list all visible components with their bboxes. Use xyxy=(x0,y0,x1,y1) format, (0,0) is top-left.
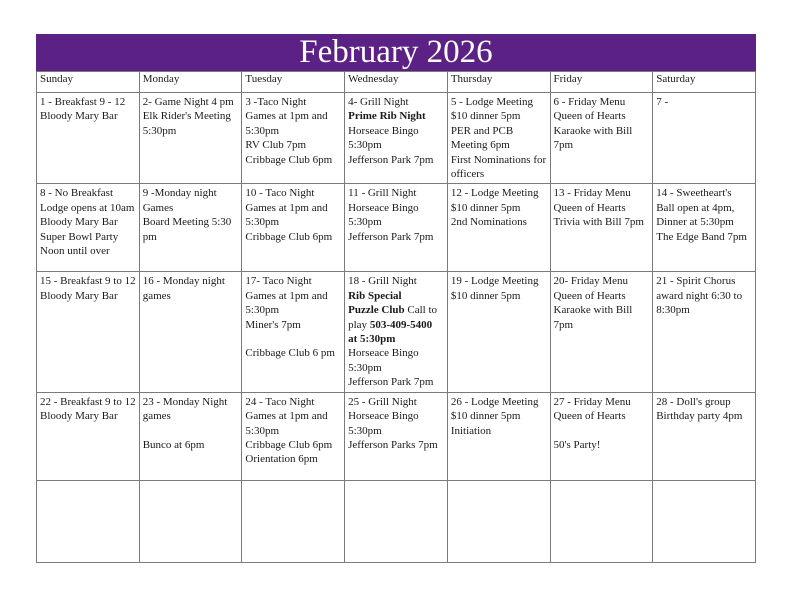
event-line: Rib Special xyxy=(348,289,402,302)
weekday-header: Friday xyxy=(550,72,653,93)
day-number-event: 19 - Lodge Meeting xyxy=(450,275,539,288)
event-line: Games at 1pm and 5:30pm xyxy=(245,289,328,317)
day-cell xyxy=(345,392,448,480)
day-cell xyxy=(139,272,242,392)
event-line: Bunco at 6pm xyxy=(142,438,205,451)
event-line: Horseace Bingo 5:30pm xyxy=(348,124,419,152)
day-cell xyxy=(550,480,653,562)
day-cell xyxy=(242,392,345,480)
event-line: Bloody Mary Bar xyxy=(40,410,118,423)
weekday-header: Sunday xyxy=(37,72,140,93)
event-line: Jefferson Parks 7pm xyxy=(348,438,438,451)
event-line: Initiation xyxy=(450,424,492,437)
day-number-event: 26 - Lodge Meeting xyxy=(450,395,539,408)
event-line: Karaoke with Bill 7pm xyxy=(553,124,633,152)
day-cell xyxy=(345,93,448,184)
event-line: Cribbage Club 6pm xyxy=(245,230,333,243)
week-row xyxy=(37,184,756,272)
event-line: Games at 1pm and 5:30pm xyxy=(245,110,328,137)
day-cell xyxy=(139,184,242,272)
day-number-event: 23 - Monday Night games xyxy=(142,395,228,423)
day-number-event: 17- Taco Night xyxy=(245,275,312,288)
day-cell xyxy=(37,272,140,392)
day-cell xyxy=(139,392,242,480)
day-number-event: 28 - Doll's group Birthday party 4pm xyxy=(656,395,743,423)
weekday-header-row xyxy=(37,72,756,93)
day-cell xyxy=(653,392,756,480)
day-cell xyxy=(550,272,653,392)
event-line: $10 dinner 5pm xyxy=(450,410,521,423)
weekday-header: Monday xyxy=(139,72,242,93)
weekday-header: Wednesday xyxy=(345,72,448,93)
calendar xyxy=(36,34,756,563)
day-cell xyxy=(37,184,140,272)
day-cell xyxy=(345,272,448,392)
event-line: $10 dinner 5pm xyxy=(450,110,521,123)
day-cell xyxy=(550,184,653,272)
calendar-weeks xyxy=(37,93,756,563)
event-line: Board Meeting 5:30 pm xyxy=(142,216,232,243)
day-number-event: 16 - Monday night games xyxy=(142,275,225,302)
day-number-event: 22 - Breakfast 9 to 12 xyxy=(40,395,136,408)
event-line: 2nd Nominations xyxy=(450,216,527,229)
day-cell xyxy=(242,184,345,272)
event-line: Bloody Mary Bar xyxy=(40,216,118,229)
event-line: Prime Rib Night xyxy=(348,110,426,123)
event-line: RV Club 7pm xyxy=(245,139,307,152)
week-row xyxy=(37,480,756,562)
week-row xyxy=(37,272,756,392)
event-line: $10 dinner 5pm xyxy=(450,289,521,302)
day-cell xyxy=(653,480,756,562)
event-line: Cribbage Club 6pm xyxy=(245,438,333,451)
week-row xyxy=(37,392,756,480)
day-cell xyxy=(37,93,140,184)
event-line: Elk Rider's Meeting 5:30pm xyxy=(142,110,231,137)
event-line: Jefferson Park 7pm xyxy=(348,153,434,166)
event-line: Horseace Bingo 5:30pm xyxy=(348,201,419,229)
day-cell xyxy=(242,93,345,184)
day-cell xyxy=(37,392,140,480)
event-line xyxy=(143,424,239,438)
weekday-header: Saturday xyxy=(653,72,756,93)
weekday-header: Tuesday xyxy=(242,72,345,93)
day-number-event: 21 - Spirit Chorus award night 6:30 to 8:30pm xyxy=(656,275,743,317)
event-line: First Nominations for officers xyxy=(450,153,547,181)
event-line: Horseace Bingo 5:30pm xyxy=(348,410,419,437)
day-number-event: 9 -Monday night Games xyxy=(142,187,217,214)
event-line: Bloody Mary Bar xyxy=(40,110,118,123)
day-number-event: 8 - No Breakfast xyxy=(40,187,114,200)
day-number-event: 13 - Friday Menu xyxy=(553,187,631,200)
day-number-event: 14 - Sweetheart's Ball open at 4pm, Dinner at 5:30pm xyxy=(656,187,735,229)
day-number-event: 1 - Breakfast 9 - 12 xyxy=(40,96,126,108)
event-line: Trivia with Bill 7pm xyxy=(553,216,644,229)
event-line xyxy=(245,332,341,346)
day-number-event: 10 - Taco Night xyxy=(245,187,315,200)
event-line: Horseace Bingo 5:30pm xyxy=(348,347,419,374)
event-text-segment: Puzzle Club xyxy=(348,304,405,317)
day-number-event: 18 - Grill Night xyxy=(348,275,417,288)
day-number-event: 5 - Lodge Meeting xyxy=(450,96,533,108)
day-cell xyxy=(139,93,242,184)
event-line: Games at 1pm and 5:30pm xyxy=(245,201,328,229)
event-line: Orientation 6pm xyxy=(245,453,318,466)
day-number-event: 3 -Taco Night xyxy=(245,96,307,108)
day-number-event: 7 - xyxy=(656,96,669,108)
day-cell xyxy=(550,93,653,184)
event-line: 50's Party! xyxy=(553,438,601,451)
event-line: PER and PCB Meeting 6pm xyxy=(450,124,514,152)
event-text-segment: Call to play xyxy=(348,304,438,331)
day-number-event: 27 - Friday Menu xyxy=(553,395,631,408)
day-cell xyxy=(447,480,550,562)
day-cell xyxy=(653,93,756,184)
event-line: Queen of Hearts xyxy=(553,410,626,423)
event-line: Karaoke with Bill 7pm xyxy=(553,304,633,331)
calendar-grid xyxy=(36,71,756,563)
week-row xyxy=(37,93,756,184)
day-number-event: 20- Friday Menu xyxy=(553,275,629,288)
day-cell xyxy=(242,272,345,392)
event-line: Jefferson Park 7pm xyxy=(348,376,434,389)
event-line: Queen of Hearts xyxy=(553,289,626,302)
day-cell xyxy=(447,392,550,480)
event-line: Jefferson Park 7pm xyxy=(348,230,434,243)
day-number-event: 12 - Lodge Meeting xyxy=(450,187,539,200)
event-line: Games at 1pm and 5:30pm xyxy=(245,410,328,437)
event-line: Lodge opens at 10am xyxy=(40,201,135,214)
day-number-event: 6 - Friday Menu xyxy=(553,96,626,108)
calendar-title: February 2026 xyxy=(36,34,756,71)
event-line: Super Bowl Party Noon until over xyxy=(40,230,119,258)
day-cell xyxy=(653,272,756,392)
day-cell xyxy=(345,480,448,562)
day-number-event: 15 - Breakfast 9 to 12 xyxy=(40,275,136,288)
day-cell xyxy=(653,184,756,272)
event-line: Cribbage Club 6pm xyxy=(245,153,333,166)
event-line xyxy=(348,303,444,346)
day-cell xyxy=(447,93,550,184)
event-text-segment: 503-409-5400 at 5:30pm xyxy=(348,318,433,346)
event-line: Cribbage Club 6 pm xyxy=(245,347,335,360)
event-line xyxy=(554,424,650,438)
day-cell xyxy=(447,272,550,392)
day-cell xyxy=(242,480,345,562)
day-cell xyxy=(37,480,140,562)
day-cell xyxy=(345,184,448,272)
day-number-event: 24 - Taco Night xyxy=(245,395,315,408)
event-line: The Edge Band 7pm xyxy=(656,230,747,243)
day-cell xyxy=(550,392,653,480)
event-line: Queen of Hearts xyxy=(553,110,626,123)
weekday-header: Thursday xyxy=(447,72,550,93)
day-number-event: 25 - Grill Night xyxy=(348,395,417,408)
event-line: Queen of Hearts xyxy=(553,201,626,214)
event-line: Bloody Mary Bar xyxy=(40,289,118,302)
day-cell xyxy=(447,184,550,272)
day-number-event: 2- Game Night 4 pm xyxy=(142,96,234,108)
event-line: Miner's 7pm xyxy=(245,318,301,331)
day-cell xyxy=(139,480,242,562)
day-number-event: 11 - Grill Night xyxy=(348,187,417,200)
event-line: $10 dinner 5pm xyxy=(450,201,521,214)
day-number-event: 4- Grill Night xyxy=(348,96,409,108)
